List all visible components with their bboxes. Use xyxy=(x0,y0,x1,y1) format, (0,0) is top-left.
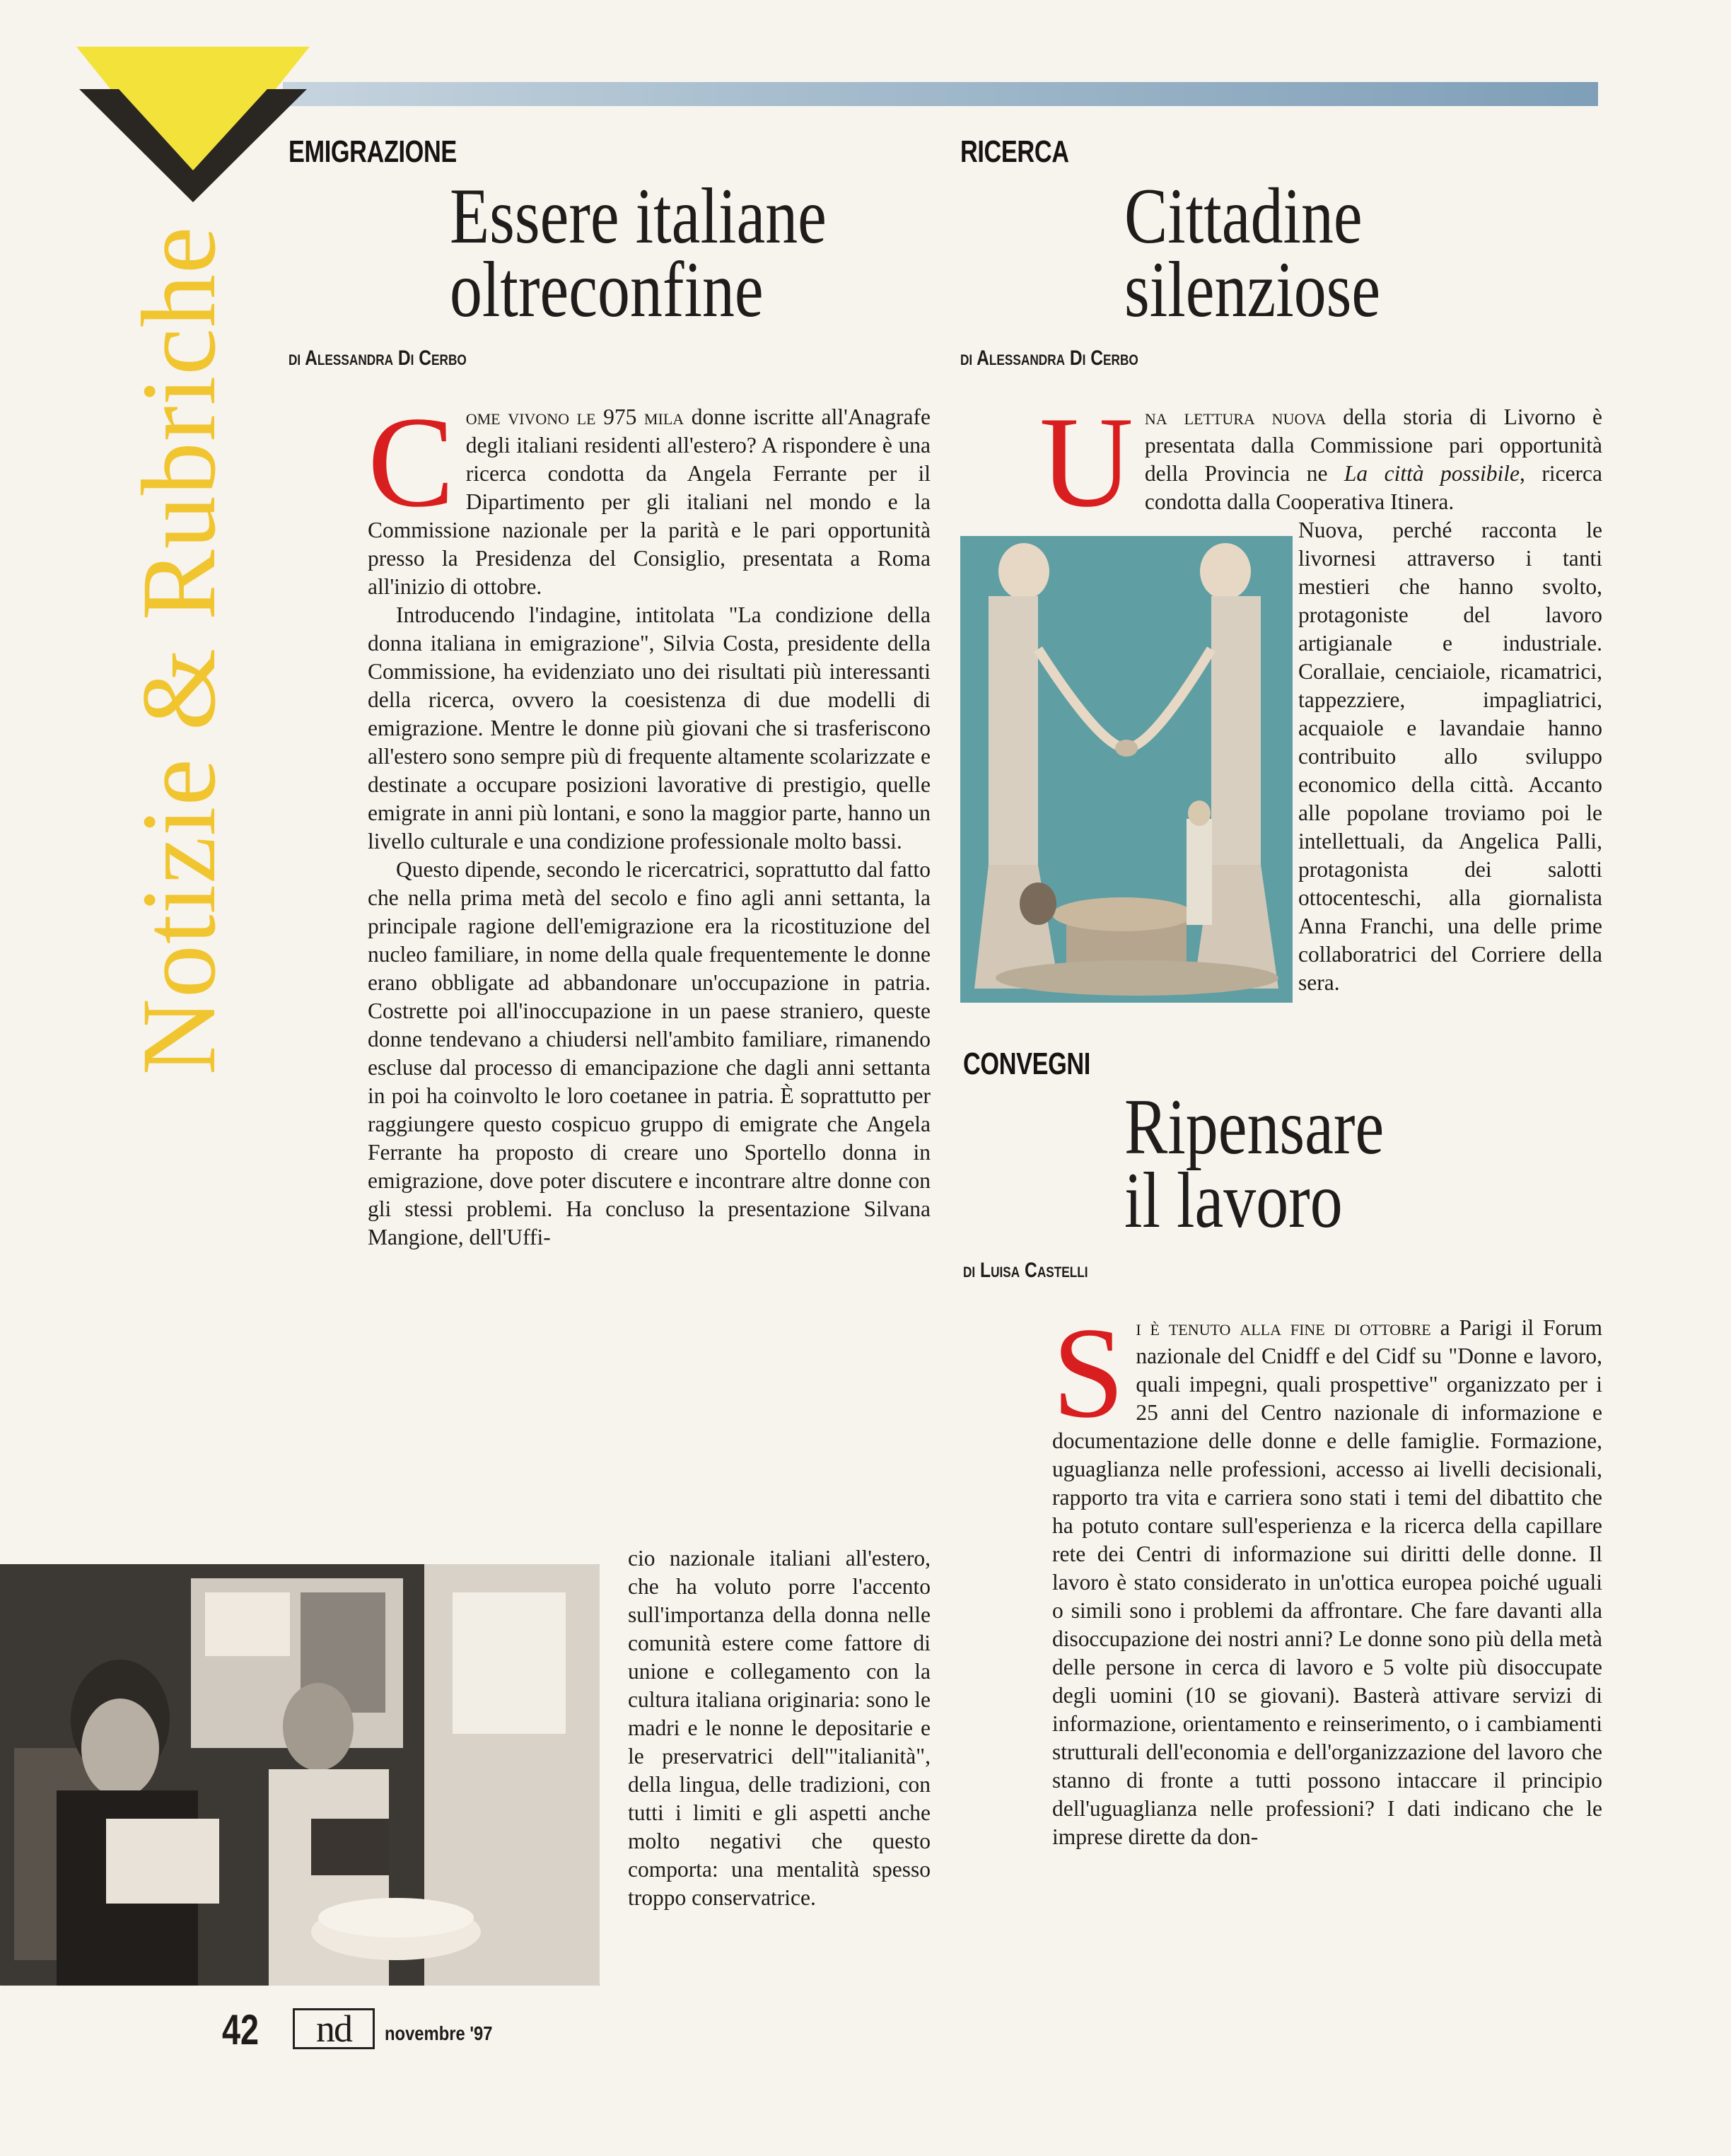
article2-p1-end: , ricerca condotta dalla Cooperativa Itinera. xyxy=(1144,461,1603,514)
article2-paragraph xyxy=(1039,390,1603,534)
article2-title-line2: silenziose xyxy=(1124,246,1381,334)
article1-paragraph: Questo dipende, secondo le ricercatrici, soprattutto dal fatto che nella prima metà del secolo e fino agli anni settanta, la principale ragione dell'emigrazione era la ricostituzione del nucleo familiare, in nome della quale frequentemente le donne erano obbligate ad abbandonare un'occupazione in patria. Costrette poi all'inoccupazione in un paese straniero, queste donne tendevano a chiudersi nell'ambito familiare, rimanendo escluse dal processo di emancipazione che dagli anni settanta in poi ha coinvolto le loro coetanee in patria. È soprattutto per raggiungere questo cospicuo gruppo di emigrate che Angela Ferrante ha proposto di creare uno Sportello donna in emigrazione, dove poter discutere e incontrare altre donne con gli stessi problemi. Ha concluso la presentazione Silvana Mangione, dell'Uffi- xyxy=(368,857,931,1249)
sidebar-rubric xyxy=(76,212,281,1089)
section-label-emigrazione: EMIGRAZIONE xyxy=(288,134,457,169)
article3-byline: di Luisa Castelli xyxy=(963,1259,1088,1282)
article1-lead: ome vivono le 975 mila xyxy=(465,404,684,429)
article2-paragraph: Nuova, perché racconta le livornesi attraverso i tanti mestieri che hanno svolto, protagoniste del lavoro artigianale e industriale. Corallaie, cenciaiole, ricamatrici, tappezziere, impagliatrici, acquaiole e lavandaie hanno contribuito allo sviluppo economico della città. Accanto alle popolane troviamo poi le intellettuali, da Angelica Palli, protagonista dei salotti ottocenteschi, alla giornalista Anna Franchi, una delle prime collaboratrici del Corriere della sera. xyxy=(1298,518,1602,995)
article1-p1: donne iscritte all'Anagrafe degli italiani residenti all'estero? A rispondere è una ricerca condotta da Angela Ferrante per il Dipartimento per gli italiani nel mondo e la Commissione nazionale per la parità e le pari opportunità presso la Presidenza del Consiglio, presentata a Roma all'inizio di ottobre. xyxy=(368,404,931,599)
article1-dropcap: C xyxy=(368,390,455,534)
issue-date: novembre '97 xyxy=(385,2022,493,2044)
article2-title-line1: Cittadine xyxy=(1124,173,1363,260)
article3-title-line1: Ripensare xyxy=(1124,1083,1385,1171)
article1-body xyxy=(368,390,931,1252)
article1-paragraph: cio nazionale italiani all'estero, che ha voluto porre l'accento sull'importanza della donna nelle comunità estere come fattore di unione e collegamento con la cultura italiana originaria: sono le madri e le nonne le depositarie e le preservatrici dell'"italianità", della lingua, delle tradizioni, con tutti i limiti e gli aspetti anche molto negativi che questo comporta: una mentalità spesso troppo conservatrice. xyxy=(628,1546,931,1910)
article1-body-continued xyxy=(628,1544,931,1912)
article2-intro xyxy=(1039,390,1603,534)
article2-dropcap: U xyxy=(1039,390,1133,534)
article3-p1: a Parigi il Forum nazionale del Cnidff e del Cidf su "Donne e lavoro, quali impegni, quali prospettive" organizzato per i 25 anni del Centro nazionale di informazione e documentazione delle donne e delle famiglie. Formazione, uguaglianza nelle professioni, accesso ai livelli decisionali, rapporto tra vita e carriera sono stati i temi del dibattito che ha potuto contare sull'esperienza e la ricerca della capillare rete dei Centri di informazione sui diritti delle donne. Il lavoro è stato considerato in un'ottica europea poiché uguali o simili sono i problemi da affrontare. Che fare davanti alla disoccupazione dei nostri anni? Le donne sono più della metà delle persone in cerca di lavoro e 5 volte più disoccupate degli uomini (10 se giovani). Basterà attivare servizi di informazione, orientamento e reinserimento, o i cambiamenti strutturali dell'economia e dell'organizzazione del lavoro che stanno di fronte a tutti possono intaccare il principio dell'uguaglianza nelle professioni? I dati indicano che le imprese dirette da don- xyxy=(1052,1315,1602,1849)
article2-body xyxy=(1298,516,1602,997)
rubric-title: Notizie & Rubriche xyxy=(120,226,238,1076)
section-label-ricerca: RICERCA xyxy=(960,134,1069,169)
article1-title-line2: oltreconfine xyxy=(450,246,764,334)
header-bar xyxy=(283,82,1598,106)
magazine-logo: nd xyxy=(293,2008,375,2049)
section-triangle-icon xyxy=(76,47,310,202)
article2-p1: della storia di Livorno è presentata dalla Commissione pari opportunità della Provincia ne xyxy=(1144,404,1602,486)
article3-lead: i è tenuto alla fine di ottobre xyxy=(1136,1315,1431,1340)
photo-kitchen-women xyxy=(0,1564,600,1986)
article2-byline: di Alessandra Di Cerbo xyxy=(960,346,1138,370)
article3-paragraph xyxy=(1052,1300,1602,1851)
article3-title-line2: il lavoro xyxy=(1124,1157,1343,1245)
page-number: 42 xyxy=(222,2006,260,2053)
article3-dropcap: S xyxy=(1052,1300,1125,1445)
article1-paragraph xyxy=(368,390,931,601)
section-label-convegni: CONVEGNI xyxy=(963,1047,1090,1081)
article1-byline: di Alessandra Di Cerbo xyxy=(288,346,467,370)
article1-paragraph: Introducendo l'indagine, intitolata "La condizione della donna italiana in emigrazione", Silvia Costa, presidente della Commissione, ha evidenziato uno dei risultati più interessanti della ricerca, ovvero la coesistenza di due modelli di emigrazione. Mentre le donne più giovani che si trasferiscono all'estero sono sempre più di frequente altamente scolarizzate e destinate a occupare posizioni lavorative di prestigio, quelle emigrate in anni più lontani, e sono la maggior parte, hanno un livello culturale e una condizione professionale molto bassi. xyxy=(368,602,931,853)
article2-lead: na lettura nuova xyxy=(1144,404,1327,429)
article1-title-line1: Essere italiane xyxy=(450,173,827,260)
article3-body xyxy=(1052,1300,1602,1851)
article2-book-title: La città possibile xyxy=(1344,461,1520,486)
illustration-livorno-poster xyxy=(960,536,1293,1003)
